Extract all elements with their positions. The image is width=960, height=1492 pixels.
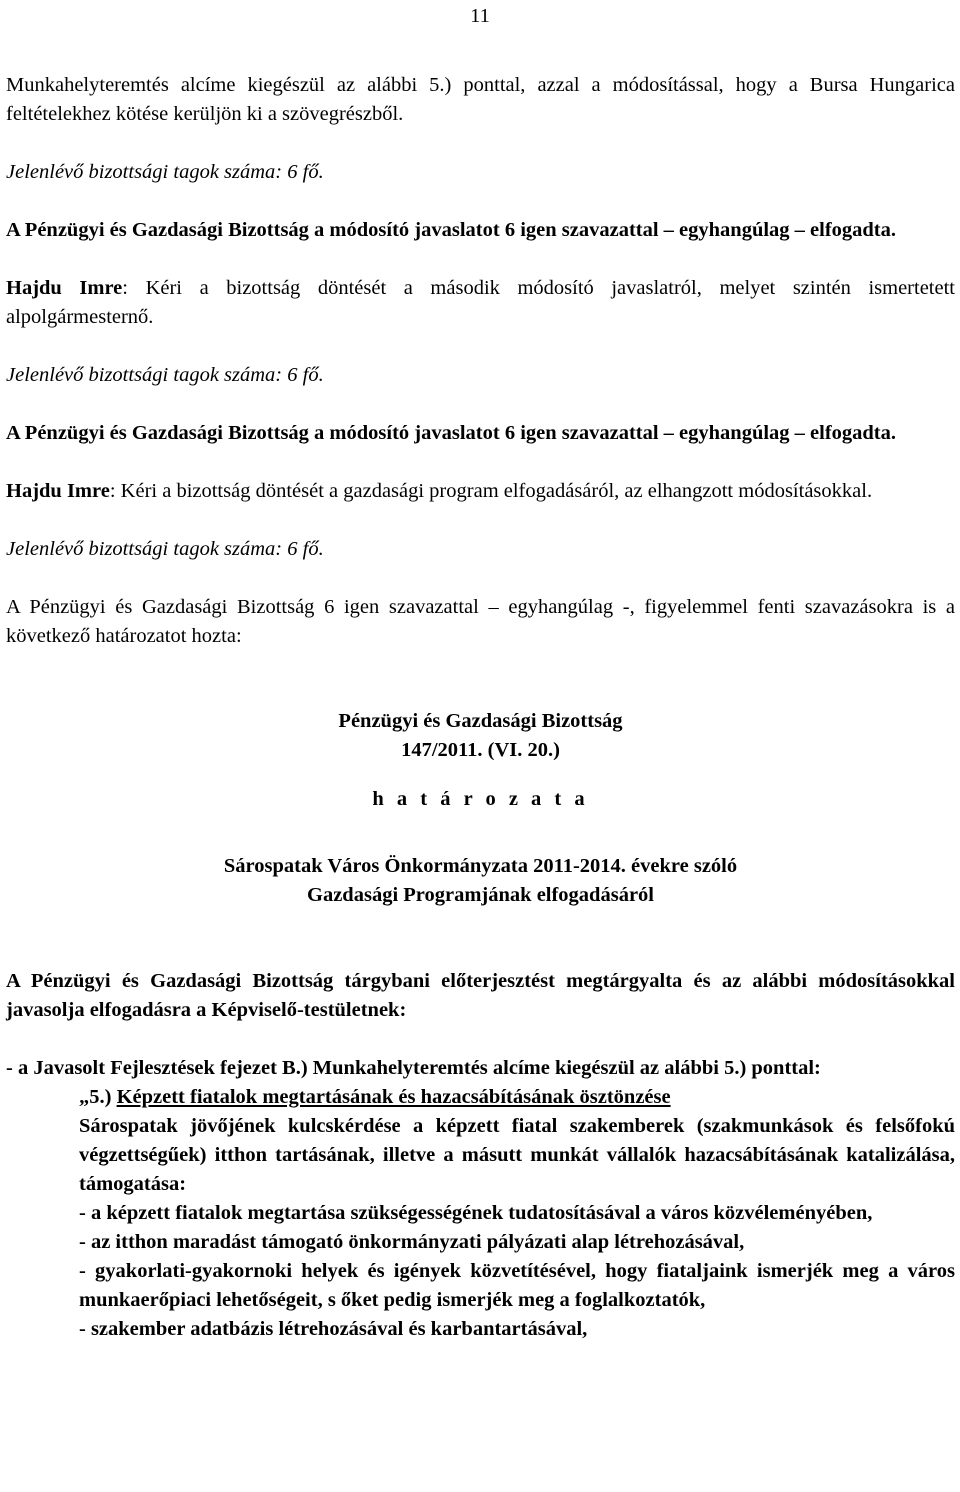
resolution-number: 147/2011. (VI. 20.): [401, 739, 560, 761]
speaker-name: Hajdu Imre: [6, 277, 123, 299]
speaker-name: Hajdu Imre: [6, 480, 110, 502]
amendment-intro: - a Javasolt Fejlesztések fejezet B.) Munkahelyteremtés alcíme kiegészül az alábbi 5.) ponttal:: [6, 1057, 821, 1079]
amendment-list-item: - szakember adatbázis létrehozásával és karbantartásával,: [79, 1318, 588, 1340]
amendment-list-item: - a képzett fiatalok megtartása szükségességének tudatosításával a város közvéleményében,: [79, 1202, 873, 1224]
speaker-paragraph-2: [6, 274, 955, 332]
decision-text: A Pénzügyi és Gazdasági Bizottság tárgybani előterjesztést megtárgyalta és az alábbi módosításokkal javasolja elfogadásra a Képviselő-testületnek:: [6, 970, 955, 1021]
attendance-line-2: Jelenlévő bizottsági tagok száma: 6 fő.: [6, 364, 324, 386]
amendment-list-item: - az itthon maradást támogató önkormányzati pályázati alap létrehozásával,: [79, 1231, 745, 1253]
amendment-list-item: - gyakorlati-gyakornoki helyek és igények közvetítésével, hogy fiataljaink ismerjék meg a város munkaerőpiaci lehetőségeit, s őket pedig ismerjék meg a foglalkoztatók,: [79, 1260, 955, 1311]
amendment-number: „5.): [79, 1086, 117, 1108]
speaker-text: : Kéri a bizottság döntését a második módosító javaslatról, melyet szintén ismertetett alpolgármesternő.: [6, 277, 955, 328]
resolution-label: h a t á r o z a t a: [372, 788, 589, 810]
resolution-subject-line-1: Sárospatak Város Önkormányzata 2011-2014. évekre szóló: [223, 855, 738, 877]
page-number: 11: [470, 5, 490, 27]
document-body: [6, 71, 955, 1344]
paragraph-munkahelyteremtes: Munkahelyteremtés alcíme kiegészül az alábbi 5.) ponttal, azzal a módosítással, hogy a Bursa Hungarica feltételekhez kötése kerüljön ki a szövegrészből.: [6, 74, 955, 125]
amendment-heading-line: [6, 1083, 955, 1112]
attendance-line-1: Jelenlévő bizottsági tagok száma: 6 fő.: [6, 161, 324, 183]
amendment-heading: Képzett fiatalok megtartásának és hazacsábításának ösztönzése: [116, 1086, 671, 1108]
vote-result-1: A Pénzügyi és Gazdasági Bizottság a módosító javaslatot 6 igen szavazattal – egyhangúlag – elfogadta.: [6, 219, 897, 241]
attendance-line-3: Jelenlévő bizottsági tagok száma: 6 fő.: [6, 538, 324, 560]
vote-result-2: A Pénzügyi és Gazdasági Bizottság a módosító javaslatot 6 igen szavazattal – egyhangúlag – elfogadta.: [6, 422, 897, 444]
resolution-subject-line-2: Gazdasági Programjának elfogadásáról: [307, 884, 654, 906]
vote-result-3: A Pénzügyi és Gazdasági Bizottság 6 igen szavazattal – egyhangúlag -, figyelemmel fenti szavazásokra is a következő határozatot hozta:: [6, 596, 955, 647]
resolution-body: Pénzügyi és Gazdasági Bizottság: [338, 710, 623, 732]
speaker-text: : Kéri a bizottság döntését a gazdasági program elfogadásáról, az elhangzott módosításokkal.: [109, 480, 873, 502]
speaker-paragraph-3: [6, 477, 955, 506]
amendment-intro-text: Sárospatak jövőjének kulcskérdése a képzett fiatal szakemberek (szakmunkások és felsőfokú végzettségűek) itthon tartásának, illetve a másutt munkát vállalók hazacsábításának katalizálása, támogatása:: [79, 1115, 955, 1195]
